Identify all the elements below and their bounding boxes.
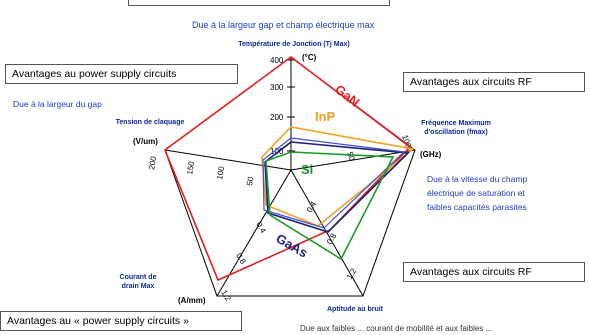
axis-title-voltage: Tension de claquage xyxy=(115,119,185,126)
tick-label-current-0-8: 0.8 xyxy=(234,251,248,266)
tick-label-frequency-50: 50 xyxy=(345,150,357,163)
note-gap: Due à la largeur du gap xyxy=(13,99,102,109)
axis-title-temperature: Température de Jonction (Tj Max) xyxy=(238,41,350,48)
label-gan: GaN xyxy=(332,81,363,110)
unit-frequency: (GHz) xyxy=(420,150,442,159)
tick-label-frequency-100: 100 xyxy=(400,133,414,150)
label-si: Si xyxy=(301,162,314,177)
tick-label-voltage-100: 100 xyxy=(215,165,227,181)
tick-label-voltage-50: 50 xyxy=(245,176,256,187)
callout-rf-top: Avantages aux circuits RF xyxy=(403,72,585,92)
tick-label-voltage-150: 150 xyxy=(185,160,197,176)
callout-rf-bottom: Avantages aux circuits RF xyxy=(403,262,585,282)
tick-label-current-0-4: 0.4 xyxy=(254,220,268,235)
callout-power-bottom: Avantages au « power supply circuits » xyxy=(0,311,242,331)
tick-label-noise-1-2: 1.2 xyxy=(344,266,359,281)
tick-label-noise-0-4: 0.4 xyxy=(304,199,319,214)
inp-polygon xyxy=(262,127,413,226)
label-inp: InP xyxy=(315,109,336,124)
axis-title-current: Courant de drain Max xyxy=(119,274,157,290)
note-velocity-2: électrique de saturation et xyxy=(427,188,525,198)
tick-label-temperature-100: 100 xyxy=(270,147,284,156)
axis-title-frequency: Fréquence Maximum d'oscillation (fmax) xyxy=(421,120,491,136)
gaas-alt-polygon xyxy=(263,138,404,228)
note-velocity-3: faibles capacités parasites xyxy=(427,202,527,212)
label-gaas: GaAs xyxy=(273,230,311,261)
tick-label-current-1-2: 1.2 xyxy=(219,288,233,303)
tick-label-temperature-200: 200 xyxy=(270,113,284,122)
note-velocity-1: Due à la vitesse du champ xyxy=(427,174,528,184)
tick-label-noise-0-8: 0.8 xyxy=(324,231,339,246)
tick-label-temperature-300: 300 xyxy=(270,83,284,92)
tick-label-temperature-400: 400 xyxy=(270,56,284,65)
note-bottom-cut: Due aux faibles ... courant de mobilité et aux faibles ... xyxy=(300,324,493,333)
gaas-polygon xyxy=(265,142,408,232)
axis-title-noise: Aptitude au bruit xyxy=(327,306,383,313)
callout-power-top: Avantages au power supply circuits xyxy=(5,64,238,84)
unit-current: (A/mm) xyxy=(178,296,206,305)
tick-label-voltage-200: 200 xyxy=(147,155,159,171)
unit-temperature: (°C) xyxy=(302,53,317,62)
unit-voltage: (V/um) xyxy=(133,137,158,146)
top-caption: Due à la largeur gap et champ électrique max xyxy=(192,20,375,30)
